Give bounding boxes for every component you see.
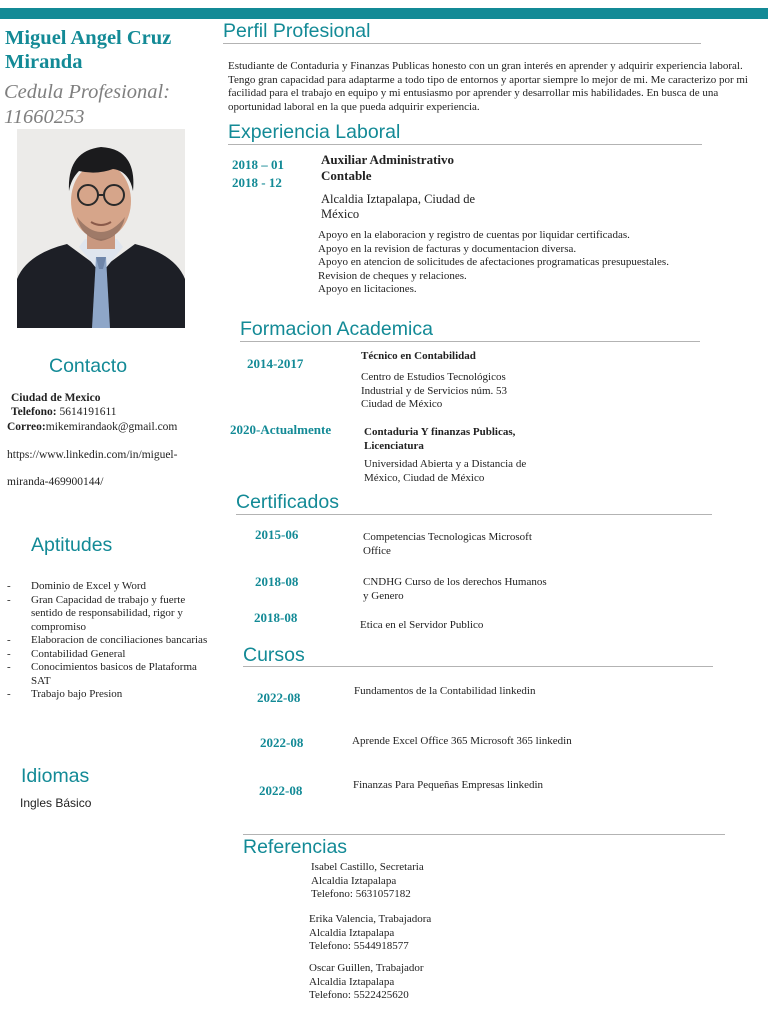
course-date: 2022-08: [260, 735, 304, 750]
certificates-rule: [236, 514, 712, 515]
experience-place-line1: Alcaldia Iztapalapa, Ciudad de: [321, 192, 476, 206]
certificates-heading: Certificados: [236, 491, 339, 513]
references-heading: Referencias: [243, 836, 348, 858]
profile-photo: [17, 129, 185, 328]
education-title-line2: Licenciatura: [364, 440, 424, 452]
course-item: Finanzas Para Pequeñas Empresas linkedin: [353, 779, 544, 791]
education-place-line: Centro de Estudios Tecnológicos: [361, 371, 506, 383]
education-place-line: Industrial y de Servicios núm. 53: [361, 384, 508, 397]
experience-task: Apoyo en la revision de facturas y documentacion diversa.: [318, 242, 577, 255]
contact-phone: 5614191611: [59, 406, 117, 418]
certificate-line1: Etica en el Servidor Publico: [360, 619, 484, 631]
education-place-line: Universidad Abierta y a Distancia de: [364, 458, 527, 470]
experience-tasks: [318, 229, 698, 297]
certificate-date: 2015-06: [255, 527, 299, 542]
candidate-name: Miguel Angel Cruz Miranda: [5, 27, 172, 73]
contact-details: [11, 391, 216, 419]
reference-name: Oscar Guillen, Trabajador: [309, 962, 424, 974]
experience-task: Revision de cheques y relaciones.: [318, 269, 467, 282]
reference-item: [309, 962, 424, 1003]
education-date: 2020-Actualmente: [230, 422, 332, 437]
certificate-line2: Office: [363, 544, 391, 557]
profile-rule: [223, 43, 701, 44]
education-place: [361, 371, 581, 412]
certificate-line1: Competencias Tecnologicas Microsoft: [363, 531, 532, 543]
experience-title: [321, 152, 521, 184]
reference-org: Alcaldia Iztapalapa: [309, 975, 395, 988]
reference-org: Alcaldia Iztapalapa: [309, 926, 395, 939]
skill-item: - Dominio de Excel y Word: [7, 580, 212, 594]
experience-title-line1: Auxiliar Administrativo: [321, 152, 455, 167]
experience-title-line2: Contable: [321, 168, 372, 183]
education-place-line: México, Ciudad de México: [364, 471, 485, 484]
references-rule: [243, 834, 725, 835]
experience-date-start: 2018 – 01: [232, 157, 284, 172]
course-item: Aprende Excel Office 365 Microsoft 365 linkedin: [352, 735, 572, 747]
education-title: [364, 425, 584, 453]
experience-heading: Experiencia Laboral: [228, 121, 401, 143]
contact-heading: Contacto: [49, 355, 128, 377]
contact-city: Ciudad de Mexico: [11, 392, 101, 404]
contact-phone-label: Telefono:: [11, 406, 57, 418]
cedula-block: [4, 80, 214, 130]
certificate-date: 2018-08: [255, 574, 299, 589]
certificate-line2: y Genero: [363, 589, 404, 602]
reference-item: [309, 913, 431, 954]
reference-name: Erika Valencia, Trabajadora: [309, 913, 432, 925]
cedula-label: Cedula Profesional:: [4, 81, 171, 103]
education-title-line1: Contaduria Y finanzas Publicas,: [364, 426, 516, 438]
experience-task: Apoyo en licitaciones.: [318, 283, 417, 295]
course-date: 2022-08: [257, 690, 301, 705]
reference-phone: Telefono: 5544918577: [309, 940, 409, 952]
skill-item: - Elaboracion de conciliaciones bancarias: [7, 634, 212, 648]
contact-linkedin-link[interactable]: [7, 448, 217, 489]
experience-dates: [232, 156, 284, 192]
experience-task: Apoyo en la elaboracion y registro de cuentas por liquidar certificadas.: [318, 229, 630, 241]
skill-item: - Trabajo bajo Presion: [7, 688, 212, 702]
language-item: Ingles Básico: [20, 796, 92, 810]
portrait-illustration: [17, 129, 185, 328]
courses-rule: [243, 666, 713, 667]
linkedin-line-1: https://www.linkedin.com/in/miguel-: [7, 449, 178, 461]
certificate-item: [363, 531, 593, 558]
experience-place: [321, 192, 541, 222]
experience-task: Apoyo en atencion de solicitudes de afectaciones programaticas presupuestales.: [318, 256, 669, 268]
reference-phone: Telefono: 5522425620: [309, 989, 409, 1001]
certificate-item: [363, 576, 603, 603]
languages-heading: Idiomas: [21, 765, 90, 787]
education-rule: [240, 341, 700, 342]
reference-phone: Telefono: 5631057182: [311, 888, 411, 900]
certificate-date: 2018-08: [254, 610, 298, 625]
cedula-number: 11660253: [4, 106, 85, 128]
reference-name: Isabel Castillo, Secretaria: [311, 861, 424, 873]
education-date: 2014-2017: [247, 356, 304, 371]
experience-place-line2: México: [321, 207, 360, 221]
education-place-line: Ciudad de México: [361, 398, 443, 410]
experience-date-end: 2018 - 12: [232, 175, 282, 190]
contact-email-row: [7, 420, 217, 434]
course-item: Fundamentos de la Contabilidad linkedin: [354, 685, 536, 697]
reference-org: Alcaldia Iztapalapa: [311, 874, 397, 887]
experience-rule: [228, 144, 702, 145]
education-heading: Formacion Academica: [240, 318, 433, 340]
education-title: Técnico en Contabilidad: [361, 350, 476, 362]
courses-heading: Cursos: [243, 644, 305, 666]
skills-heading: Aptitudes: [31, 534, 113, 556]
course-date: 2022-08: [259, 783, 303, 798]
top-accent-bar: [0, 8, 768, 19]
skill-item: - Gran Capacidad de trabajo y fuerte sentido de responsabilidad, rigor y compromiso: [7, 594, 212, 635]
skill-item: - Contabilidad General: [7, 648, 212, 662]
skills-list: [7, 580, 212, 702]
profile-text: Estudiante de Contaduria y Finanzas Publicas honesto con un gran interés en aprender y adquirir experiencia laboral. Tengo gran capacidad para adaptarme a todo tipo de entornos y aportar siempre lo mejor de mi. Me caracterizo por mi facilidad para el trabajo en equipo y mi entusiasmo por aprender y desarrollar mis habilidades. En busca de una oportunidad laboral en la que pueda adquirir experiencia.: [228, 60, 748, 113]
profile-heading: Perfil Profesional: [223, 20, 371, 42]
linkedin-line-2: miranda-469900144/: [7, 476, 104, 488]
certificate-item: [360, 619, 590, 633]
contact-email-link[interactable]: mikemirandaok@gmail.com: [45, 421, 178, 433]
certificate-line1: CNDHG Curso de los derechos Humanos: [363, 576, 547, 588]
education-place: [364, 458, 594, 485]
skill-item: - Conocimientos basicos de Plataforma SAT: [7, 661, 212, 688]
contact-email-label: Correo:: [7, 421, 46, 433]
contact-phone-row: [11, 405, 216, 419]
reference-item: [311, 861, 424, 902]
